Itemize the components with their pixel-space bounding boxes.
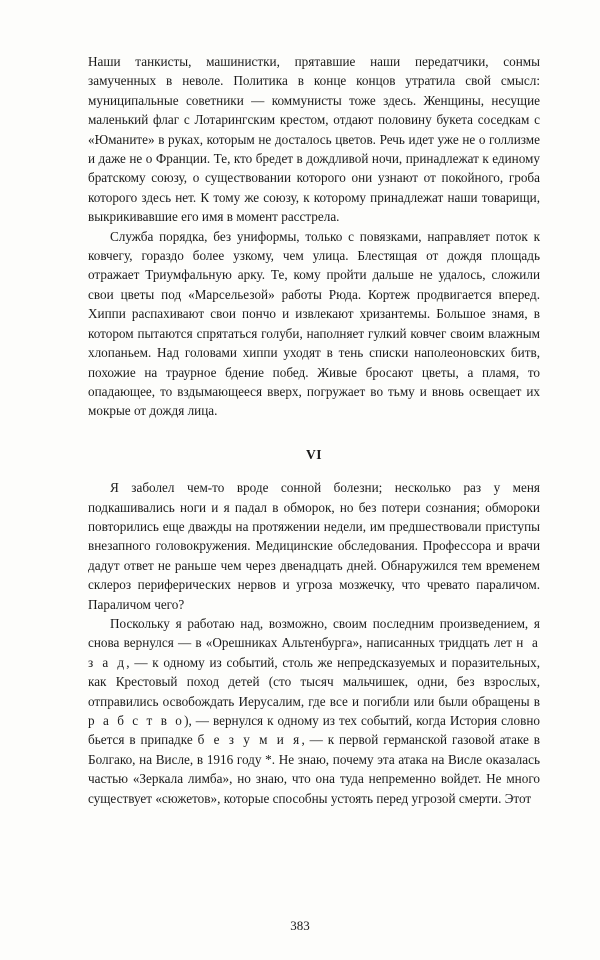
emphasis-spaced-text: р а б с т в о <box>88 713 185 728</box>
paragraph-text-run: , — к первой германской газовой атаке в Болгако, на Висле, в 1916 году *. Не знаю, почему эта атака на Висле оказалась частью «Зеркала лимба», но знаю, что она туда непременно войдет. Не много существует «сюжетов», которые способны устоять перед угрозой смерти. Этот <box>88 732 541 806</box>
paragraph-1: Наши танкисты, машинистки, прятавшие наши передатчики, сонмы замученных в неволе. Политика в конце концов утратила свой смысл: муниципальные советники — коммунисты тоже здесь. Женщины, несущие маленький флаг с Лотарингским крестом, отдают половину букета соседкам с «Юманите» в руках, которым не досталось цветов. Речь идет уже не о голлизме и даже не о Франции. Те, кто бредет в дождливой ночи, принадлежат к единому братскому союзу, о существовании которого они узнают от покойного, гроба которого здесь нет. К тому же союзу, к которому принадлежат наши товарищи, выкрикивавшие его имя в момент расстрела. <box>88 54 540 225</box>
paragraph-text-run: Поскольку я работаю над, возможно, своим последним произведением, я снова вернулся — в «Орешниках Альтенбурга», написанных тридцать лет <box>88 615 540 651</box>
emphasis-spaced-text: н а з а д <box>88 635 540 670</box>
paragraph-text-run: , — к одному из событий, столь же непредсказуемых и поразительных, как Крестовый поход детей (сто тысяч мальчишек, одни, без взрослых, отправились освобождать Иерусалим, где все и погибли или были обращены в <box>88 654 540 709</box>
paragraph-4 <box>88 614 540 808</box>
section-number: VI <box>305 446 323 462</box>
page-body <box>88 52 540 808</box>
paragraph-2: Служба порядка, без униформы, только с повязками, направляет поток к ковчегу, гораздо более узкому, чем улица. Блестящая от дождя площадь отражает Триумфальную арку. Те, кому пройти дальше не удалось, сложили свои цветы под «Марсельезой» работы Рюда. Кортеж продвигается вперед. Хиппи распахивают свои пончо и извлекают хризантемы. Большое знамя, в котором пытаются спрятаться голуби, наполняет гулкий ковчег своим влажным хлопаньем. Над головами хиппи уходят в тень списки наполеоновских битв, похожие на траурное бдение побед. Живые бросают цветы, а пламя, то опадающее, то вздымающееся вверх, погружает во тьму и вновь освещает их мокрые от дождя лица. <box>88 228 540 419</box>
emphasis-spaced-text: б е з у м и я <box>197 732 302 748</box>
page-number: 383 <box>290 918 310 933</box>
paragraph-text-run: ), — вернулся к одному из тех событий, когда История словно бьется в припадке <box>88 713 540 748</box>
paragraph-3: Я заболел чем-то вроде сонной болезни; несколько раз у меня подкашивались ноги и я падал в обморок, но без потери сознания; обмороки повторились еще дважды на протяжении недели, им предшествовали приступы внезапного головокружения. Медицинские обследования. Профессора и врачи дадут ответ не раньше чем через двенадцать дней. Обнаружился тем временем склероз периферических нервов и угроза мозжечку, что чревато параличом. Параличом чего? <box>88 480 540 612</box>
